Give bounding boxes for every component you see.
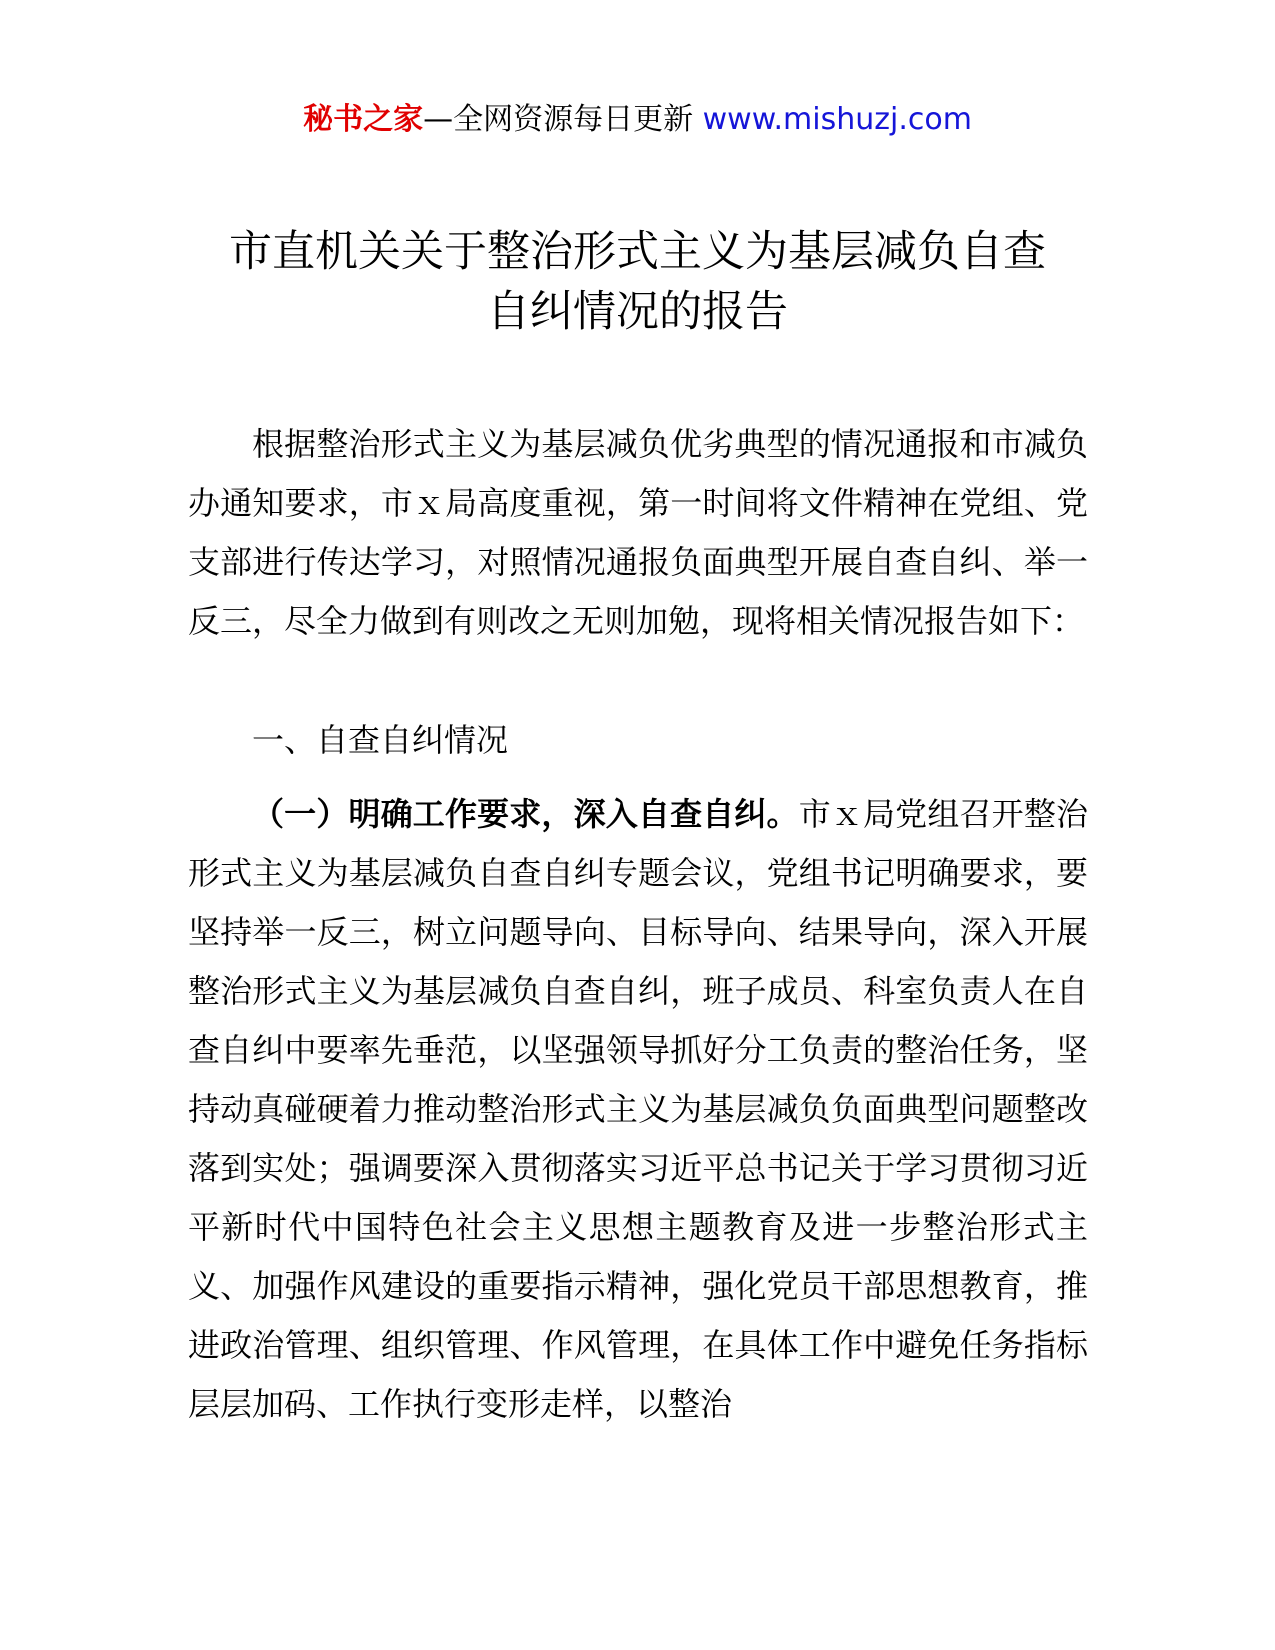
subsection-1-lead: （一）明确工作要求，深入自查自纠。	[252, 795, 799, 833]
site-slogan: —全网资源每日更新	[423, 102, 703, 137]
site-brand: 秘书之家	[303, 102, 424, 137]
document-title-line-1: 市直机关关于整治形式主义为基层减负自查	[229, 227, 1046, 277]
site-header	[0, 100, 1275, 140]
site-url-link[interactable]: www.mishuzj.com	[702, 102, 972, 137]
section-1-heading: 一、自查自纠情况	[252, 721, 509, 759]
document-title	[140, 222, 1135, 342]
subsection-1	[188, 785, 1088, 1434]
subsection-1-paragraph	[188, 785, 1088, 1434]
document-title-line-2: 自纠情况的报告	[487, 287, 788, 337]
document-body	[188, 415, 1088, 651]
intro-paragraph: 根据整治形式主义为基层减负优劣典型的情况通报和市减负办通知要求，市ｘ局高度重视，第一时间将文件精神在党组、党支部进行传达学习，对照情况通报负面典型开展自查自纠、举一反三，尽全力做到有则改之无则加勉，现将相关情况报告如下：	[188, 425, 1088, 640]
section-1	[188, 711, 1088, 770]
subsection-1-text: 市ｘ局党组召开整治形式主义为基层减负自查自纠专题会议，党组书记明确要求，要坚持举一反三，树立问题导向、目标导向、结果导向，深入开展整治形式主义为基层减负自查自纠，班子成员、科室负责人在自查自纠中要率先垂范，以坚强领导抓好分工负责的整治任务，坚持动真碰硬着力推动整治形式主义为基层减负负面典型问题整改落到实处；强调要深入贯彻落实习近平总书记关于学习贯彻习近平新时代中国特色社会主义思想主题教育及进一步整治形式主义、加强作风建设的重要指示精神，强化党员干部思想教育，推进政治管理、组织管理、作风管理，在具体工作中避免任务指标层层加码、工作执行变形走样，以整治	[188, 795, 1088, 1423]
